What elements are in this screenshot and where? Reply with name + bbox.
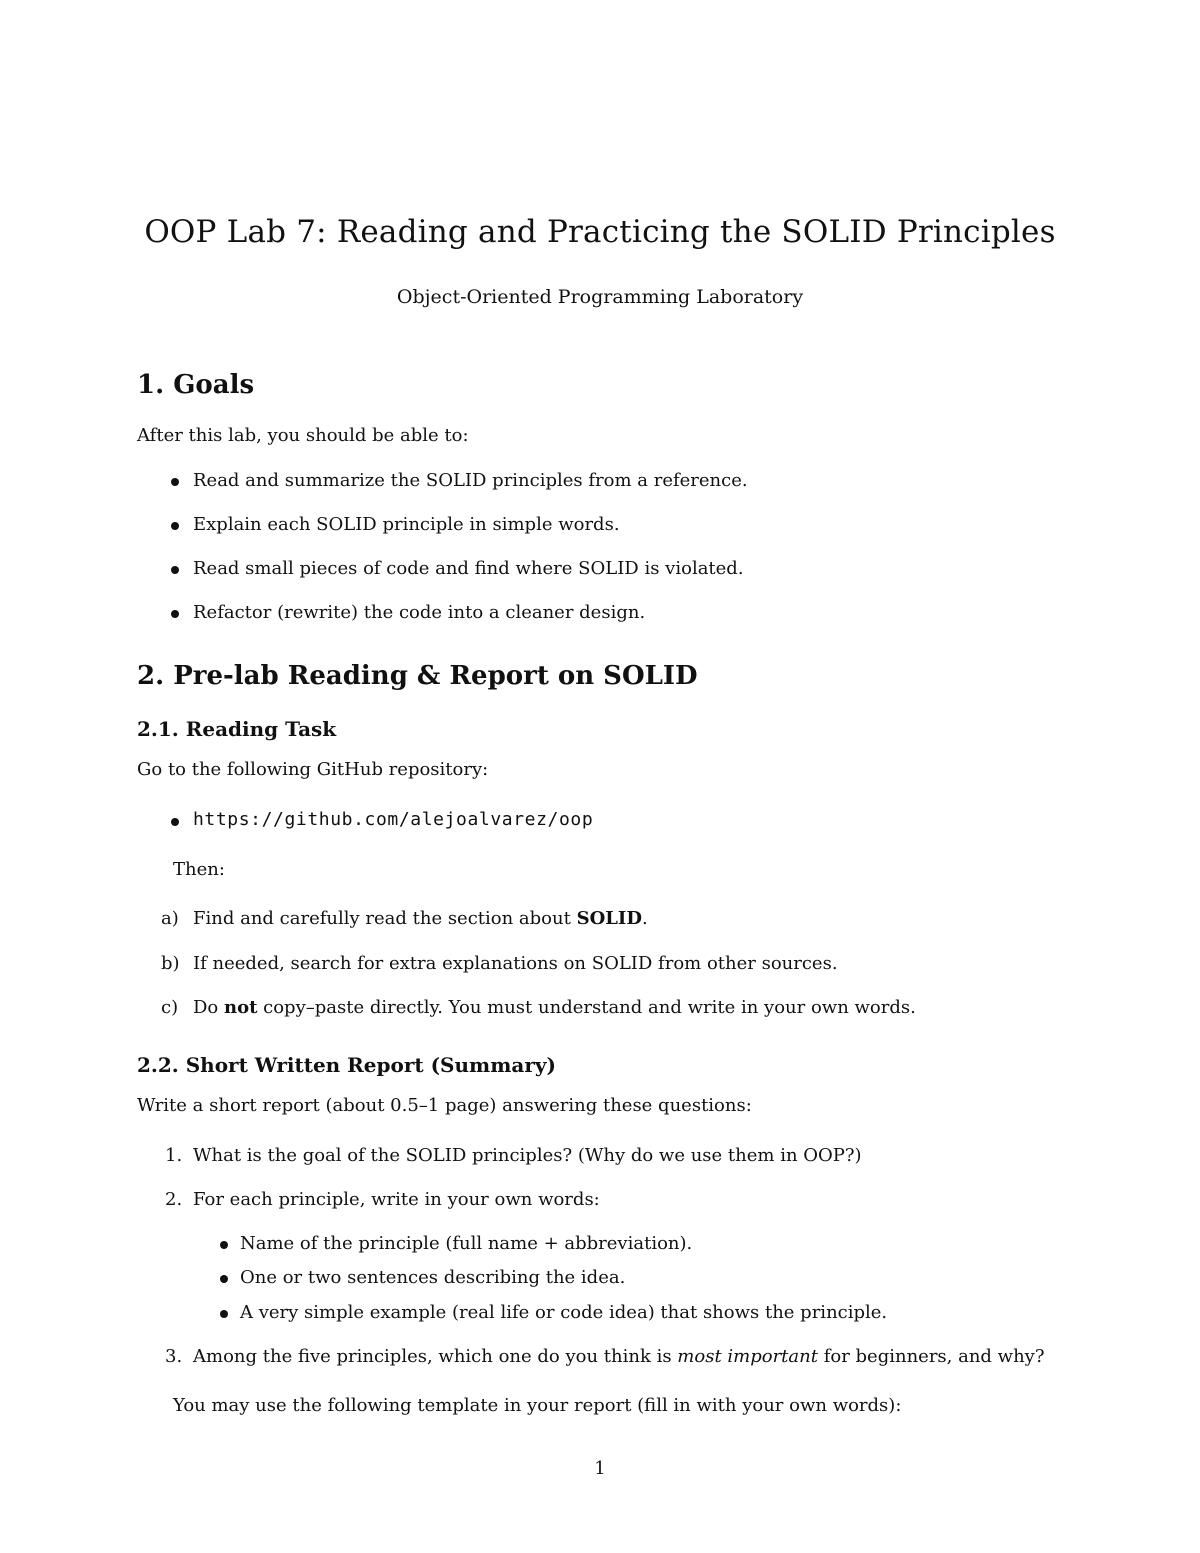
question-2-text: For each principle, write in your own words:: [193, 1189, 600, 1210]
section-1-intro: After this lab, you should be able to:: [137, 425, 469, 446]
most-important-emphasis: most important: [677, 1346, 818, 1367]
then-label: Then:: [173, 859, 225, 880]
document-title: OOP Lab 7: Reading and Practicing the SOLID Principles: [144, 214, 1056, 250]
step-c-label: c): [161, 997, 179, 1018]
bullet-icon: [220, 1310, 228, 1318]
template-note: You may use the following template in your report (fill in with your own words):: [173, 1395, 902, 1416]
bullet-icon: [171, 522, 179, 530]
goal-item-2: Explain each SOLID principle in simple words.: [193, 514, 620, 535]
question-2-item-3: A very simple example (real life or code idea) that shows the principle.: [240, 1302, 888, 1323]
bullet-icon: [220, 1241, 228, 1249]
solid-emphasis: SOLID: [576, 908, 642, 929]
page-number: 1: [594, 1458, 606, 1479]
question-3-label: 3.: [165, 1346, 183, 1367]
question-2-label: 2.: [165, 1189, 183, 1210]
section-1-heading: 1. Goals: [137, 370, 255, 400]
reading-intro: Go to the following GitHub repository:: [137, 759, 489, 780]
section-2-heading: 2. Pre-lab Reading & Report on SOLID: [137, 661, 698, 691]
bullet-icon: [171, 610, 179, 618]
subsection-2-1-heading: 2.1. Reading Task: [137, 717, 337, 741]
goal-item-1: Read and summarize the SOLID principles from a reference.: [193, 470, 748, 491]
step-b-label: b): [161, 953, 180, 974]
bullet-icon: [171, 818, 179, 826]
question-1-text: What is the goal of the SOLID principles? (Why do we use them in OOP?): [193, 1145, 862, 1166]
repository-link[interactable]: https://github.com/alejoalvarez/oop: [193, 809, 594, 830]
bullet-icon: [171, 478, 179, 486]
step-c-text: Do not copy–paste directly. You must understand and write in your own words.: [193, 997, 916, 1018]
question-2-item-2: One or two sentences describing the idea.: [240, 1267, 626, 1288]
step-a-label: a): [161, 908, 179, 929]
question-1-label: 1.: [165, 1145, 183, 1166]
subsection-2-2-heading: 2.2. Short Written Report (Summary): [137, 1053, 556, 1077]
step-a-text: Find and carefully read the section about SOLID.: [193, 908, 648, 929]
goal-item-4: Refactor (rewrite) the code into a cleaner design.: [193, 602, 646, 623]
not-emphasis: not: [224, 997, 258, 1018]
step-b-text: If needed, search for extra explanations on SOLID from other sources.: [193, 953, 838, 974]
question-3-text: Among the five principles, which one do you think is most important for beginners, and why?: [193, 1346, 1045, 1367]
document-subtitle: Object-Oriented Programming Laboratory: [396, 286, 804, 308]
bullet-icon: [171, 566, 179, 574]
question-2-item-1: Name of the principle (full name + abbreviation).: [240, 1233, 693, 1254]
report-intro: Write a short report (about 0.5–1 page) answering these questions:: [137, 1095, 752, 1116]
bullet-icon: [220, 1275, 228, 1283]
goal-item-3: Read small pieces of code and find where SOLID is violated.: [193, 558, 744, 579]
